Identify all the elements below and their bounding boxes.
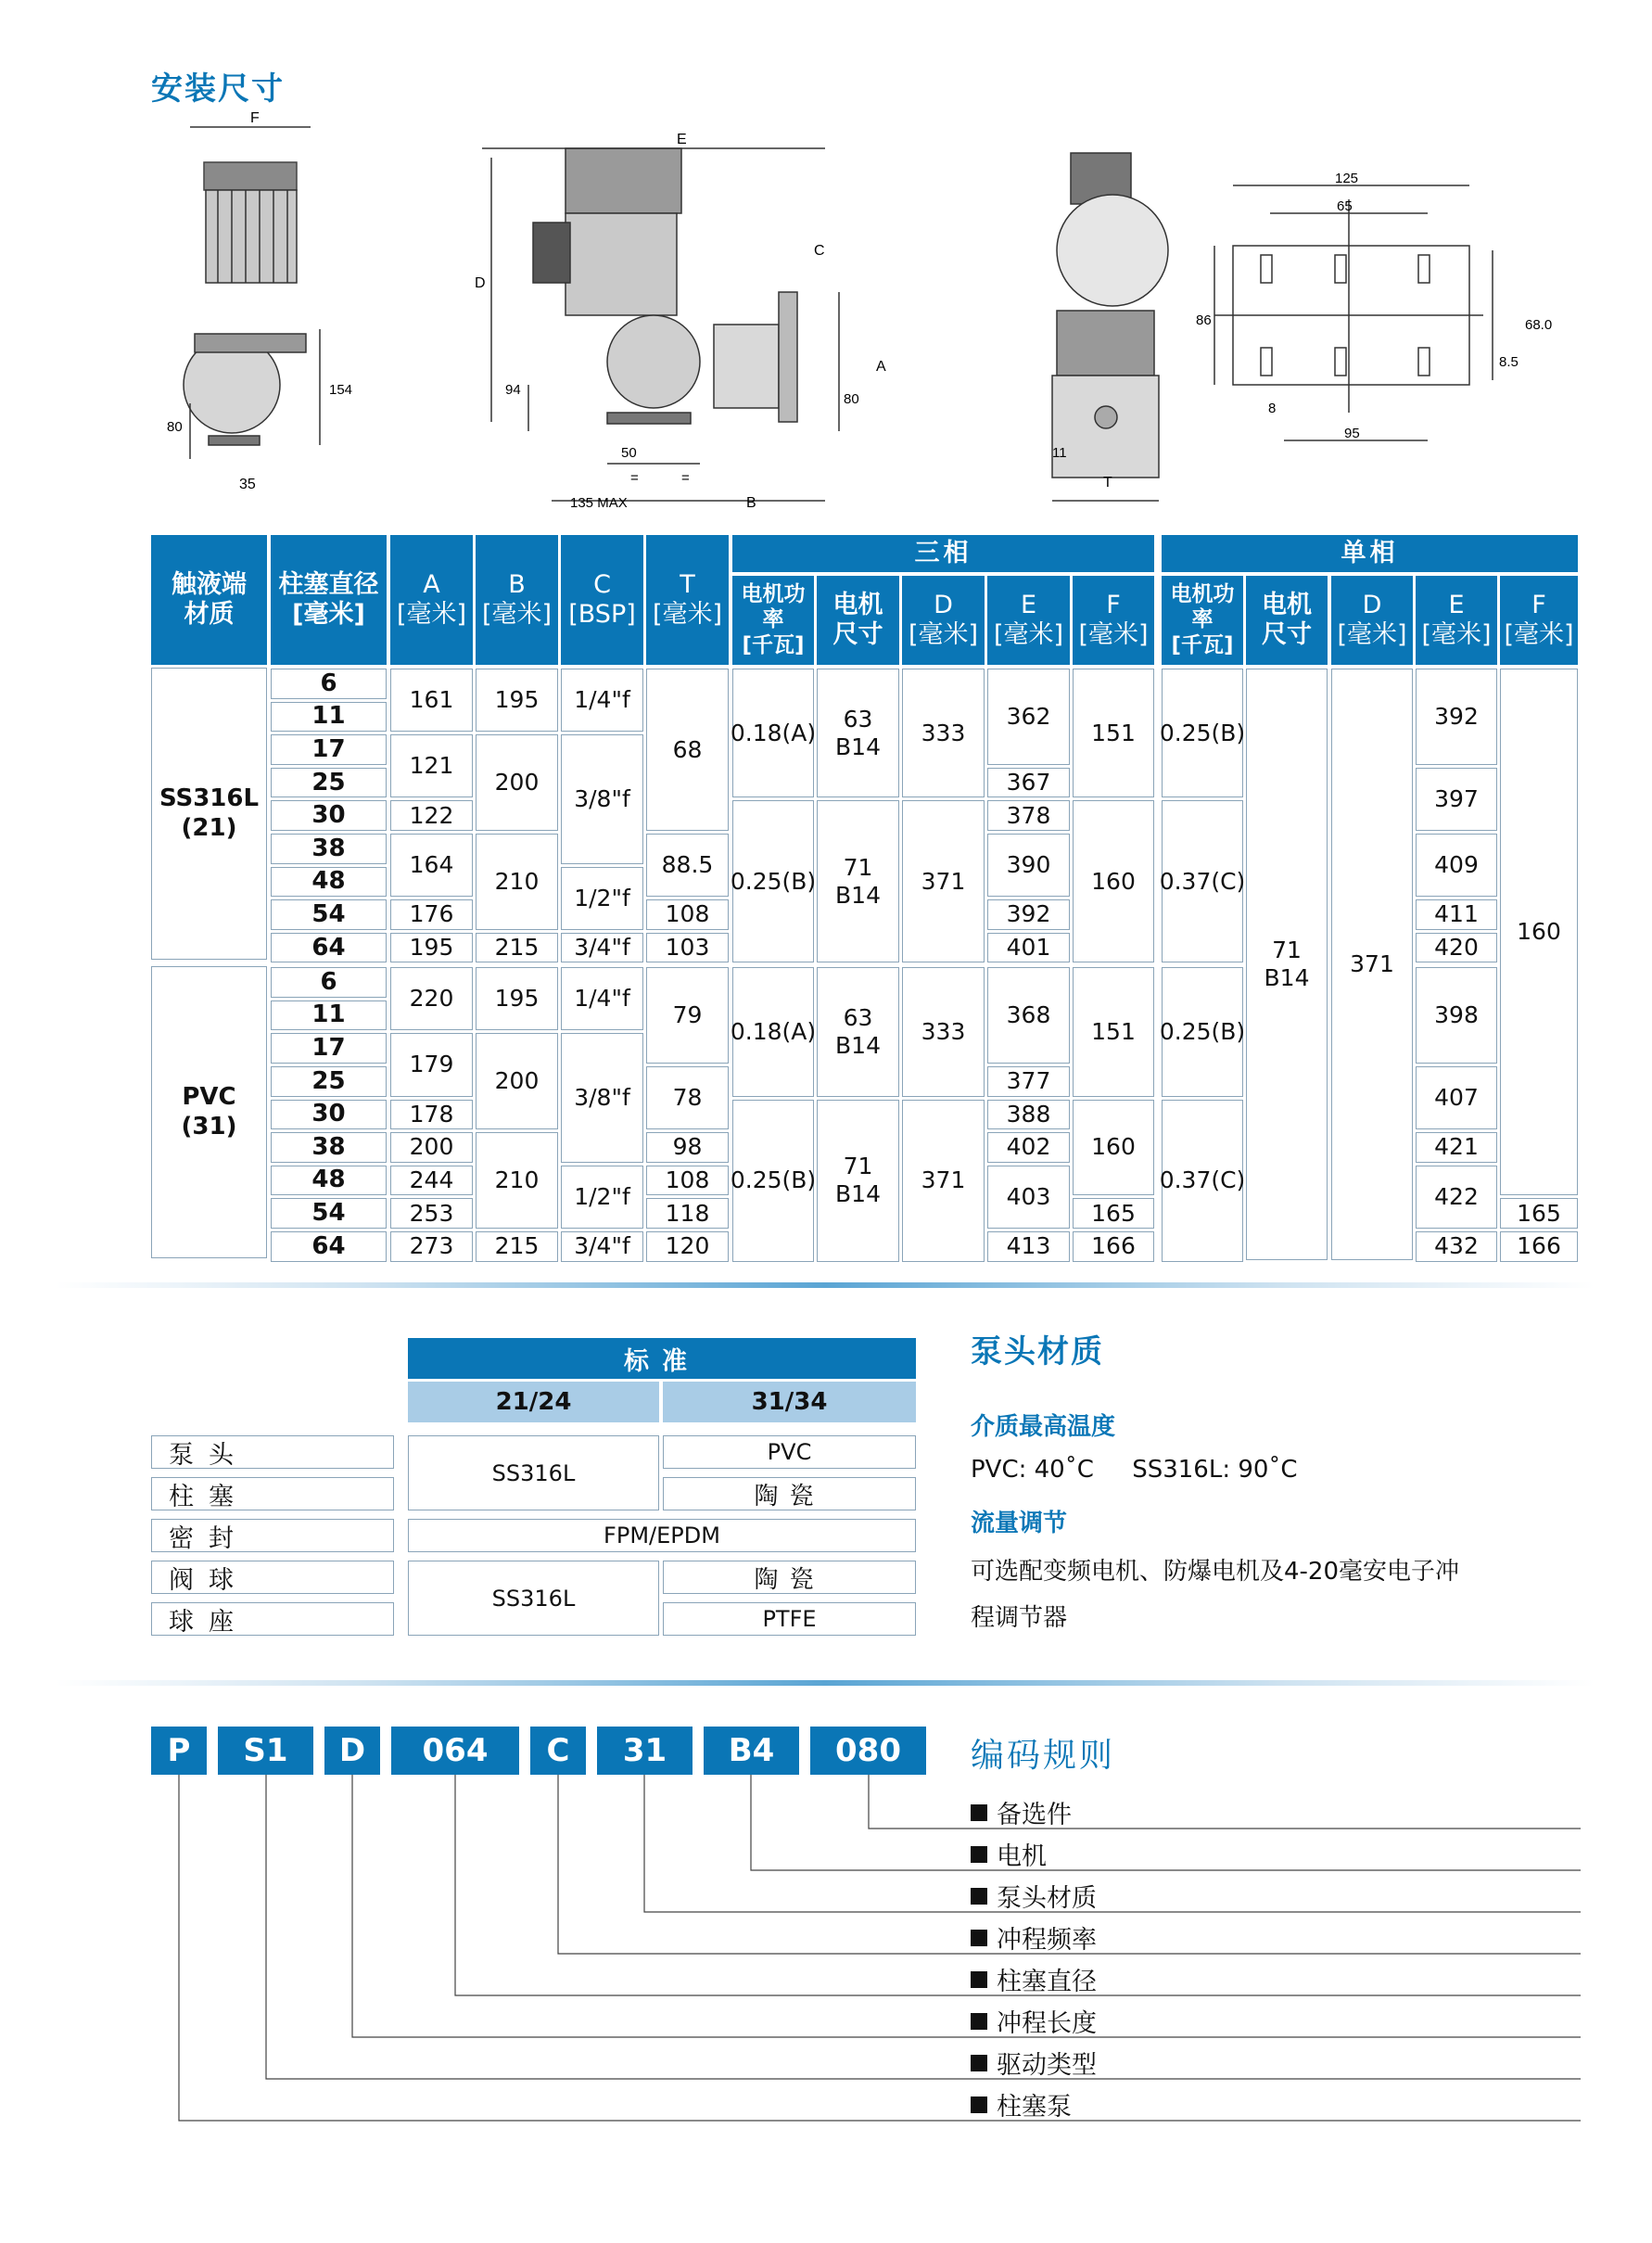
plunger-cell: 11 <box>271 702 387 733</box>
sp-power-cell: 0.37(C) <box>1162 1100 1243 1262</box>
code-label-options: 备选件 <box>971 1794 1072 1830</box>
tp-e-cell: 390 <box>987 834 1070 897</box>
bullet-icon <box>971 1804 987 1821</box>
flow-line-2: 程调节器 <box>971 1604 1068 1632</box>
mat-ss316l-1: SS316L <box>408 1435 659 1510</box>
sp-e-cell: 411 <box>1416 899 1497 930</box>
material-pvc: PVC (31) <box>151 966 267 1258</box>
dim-11-label: 11 <box>1052 445 1067 461</box>
dim-f-label: F <box>250 110 260 126</box>
plunger-cell: 6 <box>271 967 387 998</box>
code-box-b4: B4 <box>704 1727 799 1775</box>
temp-title: 介质最高温度 <box>971 1413 1116 1441</box>
c-cell: 3/4"f <box>561 933 643 963</box>
sp-e-cell: 422 <box>1416 1166 1497 1229</box>
plunger-cell: 17 <box>271 1033 387 1064</box>
sp-power-cell: 0.25(B) <box>1162 669 1243 797</box>
b-cell: 210 <box>476 1132 558 1229</box>
t-cell: 78 <box>646 1066 729 1129</box>
sp-e-cell: 420 <box>1416 933 1497 963</box>
tp-f-cell: 151 <box>1073 967 1154 1096</box>
tp-e-cell: 402 <box>987 1132 1070 1163</box>
code-label-head-material: 泵头材质 <box>971 1878 1097 1914</box>
t-cell: 118 <box>646 1198 729 1229</box>
dim-eq1-label: = <box>630 470 639 486</box>
material-ss316l: SS316L (21) <box>151 668 267 960</box>
sp-f-cell: 166 <box>1500 1231 1578 1262</box>
plunger-cell: 48 <box>271 1166 387 1196</box>
t-cell: 103 <box>646 933 729 963</box>
tp-e-cell: 388 <box>987 1100 1070 1130</box>
a-cell: 273 <box>390 1231 473 1262</box>
row-plunger: 柱塞 <box>151 1477 394 1510</box>
tp-d-cell: 371 <box>902 1100 985 1262</box>
dim-154-label: 154 <box>329 382 353 398</box>
dim-80-side-label: 80 <box>844 391 859 407</box>
divider <box>56 1282 1595 1288</box>
sp-e-cell: 397 <box>1416 768 1497 831</box>
plunger-cell: 6 <box>271 669 387 699</box>
header-sp-d: D [毫米] <box>1331 576 1413 665</box>
pump-head-title: 泵头材质 <box>971 1333 1104 1370</box>
bullet-icon <box>971 1846 987 1863</box>
dim-50-label: 50 <box>621 445 637 461</box>
tp-e-cell: 401 <box>987 933 1070 963</box>
header-sp-e: E [毫米] <box>1416 576 1497 665</box>
dim-80-front-label: 80 <box>167 419 183 435</box>
dim-8-label: 8 <box>1268 401 1277 416</box>
tp-f-cell: 165 <box>1073 1198 1154 1229</box>
header-material: 触液端 材质 <box>151 535 267 665</box>
plunger-cell: 25 <box>271 768 387 798</box>
header-sp-frame: 电机 尺寸 <box>1246 576 1328 665</box>
bullet-icon <box>971 2096 987 2113</box>
header-tp-d: D [毫米] <box>902 576 985 665</box>
plunger-cell: 64 <box>271 1231 387 1262</box>
plunger-cell: 25 <box>271 1066 387 1097</box>
sp-e-cell: 421 <box>1416 1132 1497 1163</box>
installation-drawings <box>139 107 1585 515</box>
c-cell: 1/4"f <box>561 669 643 732</box>
header-plunger: 柱塞直径 [毫米] <box>271 535 387 665</box>
tp-power-cell: 0.18(A) <box>732 669 814 797</box>
sp-f-cell: 165 <box>1500 1198 1578 1229</box>
dim-e-label: E <box>677 132 687 147</box>
c-cell: 1/2"f <box>561 867 643 930</box>
sp-frame-cell: 71 B14 <box>1246 669 1328 1260</box>
dim-135max-label: 135 MAX <box>570 495 628 511</box>
materials-col-31: 31/34 <box>663 1382 916 1422</box>
row-ball-seat: 球座 <box>151 1602 394 1636</box>
dim-94-label: 94 <box>505 382 521 398</box>
dim-68-label: 68.0 <box>1525 317 1553 333</box>
header-tp-power: 电机功率 [千瓦] <box>732 576 814 665</box>
b-cell: 195 <box>476 967 558 1030</box>
a-cell: 161 <box>390 669 473 732</box>
c-cell: 3/4"f <box>561 1231 643 1262</box>
page-title: 安装尺寸 <box>151 70 285 108</box>
dim-eq2-label: = <box>681 470 690 486</box>
materials-header: 标准 <box>408 1338 916 1379</box>
b-cell: 215 <box>476 933 558 963</box>
a-cell: 244 <box>390 1166 473 1196</box>
tp-e-cell: 403 <box>987 1166 1070 1229</box>
a-cell: 195 <box>390 933 473 963</box>
plunger-cell: 30 <box>271 1100 387 1130</box>
b-cell: 195 <box>476 669 558 732</box>
plunger-cell: 54 <box>271 899 387 930</box>
code-label-stroke-rate: 冲程频率 <box>971 1919 1097 1956</box>
flow-line-1: 可选配变频电机、防爆电机及4-20毫安电子冲 <box>971 1558 1460 1586</box>
tp-f-cell: 160 <box>1073 800 1154 962</box>
row-pump-head: 泵头 <box>151 1435 394 1469</box>
sp-e-cell: 392 <box>1416 669 1497 765</box>
a-cell: 121 <box>390 734 473 797</box>
tp-e-cell: 413 <box>987 1231 1070 1262</box>
header-tp-frame: 电机 尺寸 <box>817 576 899 665</box>
code-label-plunger-pump: 柱塞泵 <box>971 2086 1072 2122</box>
dim-125-label: 125 <box>1335 171 1359 186</box>
dim-d-label: D <box>475 275 486 291</box>
bullet-icon <box>971 2013 987 2030</box>
sp-e-cell: 398 <box>1416 967 1497 1064</box>
tp-power-cell: 0.25(B) <box>732 800 814 962</box>
code-label-motor: 电机 <box>971 1836 1047 1872</box>
code-box-080: 080 <box>810 1727 926 1775</box>
plunger-cell: 17 <box>271 734 387 765</box>
dim-35-label: 35 <box>239 477 256 492</box>
dim-95-label: 95 <box>1344 426 1360 441</box>
t-cell: 108 <box>646 1166 729 1196</box>
sp-e-cell: 409 <box>1416 834 1497 897</box>
code-box-s1: S1 <box>218 1727 313 1775</box>
row-seal: 密封 <box>151 1519 394 1552</box>
plunger-cell: 30 <box>271 800 387 831</box>
mat-ss316l-2: SS316L <box>408 1561 659 1636</box>
b-cell: 210 <box>476 834 558 930</box>
c-cell: 3/8"f <box>561 734 643 863</box>
mat-pvc: PVC <box>663 1435 916 1469</box>
sp-d-cell: 371 <box>1331 669 1413 1260</box>
code-title: 编码规则 <box>971 1737 1116 1775</box>
flow-title: 流量调节 <box>971 1510 1068 1537</box>
tp-d-cell: 333 <box>902 669 985 797</box>
dim-b-label: B <box>746 495 756 511</box>
materials-col-21: 21/24 <box>408 1382 659 1422</box>
dim-65-label: 65 <box>1337 198 1353 214</box>
header-single-phase: 单相 <box>1162 535 1578 572</box>
tp-d-cell: 371 <box>902 800 985 962</box>
tp-frame-cell: 63 B14 <box>817 669 899 797</box>
tp-e-cell: 377 <box>987 1066 1070 1097</box>
header-c: C [BSP] <box>561 535 643 665</box>
code-box-c: C <box>530 1727 586 1775</box>
sp-e-cell: 432 <box>1416 1231 1497 1262</box>
header-b: B [毫米] <box>476 535 558 665</box>
plunger-cell: 38 <box>271 1132 387 1163</box>
a-cell: 200 <box>390 1132 473 1163</box>
sp-power-cell: 0.25(B) <box>1162 967 1243 1096</box>
code-box-064: 064 <box>391 1727 519 1775</box>
tp-power-cell: 0.25(B) <box>732 1100 814 1262</box>
t-cell: 79 <box>646 967 729 1064</box>
dim-8-5-label: 8.5 <box>1499 354 1519 370</box>
header-tp-f: F [毫米] <box>1073 576 1154 665</box>
b-cell: 215 <box>476 1231 558 1262</box>
code-box-p: P <box>151 1727 207 1775</box>
c-cell: 1/4"f <box>561 967 643 1030</box>
t-cell: 120 <box>646 1231 729 1262</box>
tp-e-cell: 367 <box>987 768 1070 798</box>
sp-f-cell: 160 <box>1500 669 1578 1195</box>
t-cell: 88.5 <box>646 834 729 897</box>
b-cell: 200 <box>476 734 558 831</box>
dim-c-label: C <box>814 243 825 259</box>
plunger-cell: 54 <box>271 1198 387 1229</box>
bullet-icon <box>971 1888 987 1905</box>
a-cell: 179 <box>390 1033 473 1096</box>
tp-e-cell: 378 <box>987 800 1070 831</box>
tp-frame-cell: 71 B14 <box>817 1100 899 1262</box>
plunger-cell: 48 <box>271 867 387 898</box>
tp-frame-cell: 71 B14 <box>817 800 899 962</box>
tp-frame-cell: 63 B14 <box>817 967 899 1096</box>
tp-f-cell: 166 <box>1073 1231 1154 1262</box>
tp-d-cell: 333 <box>902 967 985 1096</box>
header-tp-e: E [毫米] <box>987 576 1070 665</box>
tp-e-cell: 368 <box>987 967 1070 1064</box>
bullet-icon <box>971 1930 987 1946</box>
code-box-31: 31 <box>597 1727 693 1775</box>
tp-e-cell: 392 <box>987 899 1070 930</box>
row-valve-ball: 阀球 <box>151 1561 394 1594</box>
a-cell: 122 <box>390 800 473 831</box>
a-cell: 178 <box>390 1100 473 1130</box>
code-connector-lines <box>0 1775 1652 2146</box>
header-a: A [毫米] <box>390 535 473 665</box>
plunger-cell: 64 <box>271 933 387 963</box>
mat-ceramic-1: 陶瓷 <box>663 1477 916 1510</box>
c-cell: 1/2"f <box>561 1166 643 1229</box>
plunger-cell: 38 <box>271 834 387 864</box>
tp-f-cell: 160 <box>1073 1100 1154 1196</box>
mat-fpm: FPM/EPDM <box>408 1519 916 1552</box>
tp-e-cell: 362 <box>987 669 1070 765</box>
header-three-phase: 三相 <box>732 535 1154 572</box>
a-cell: 253 <box>390 1198 473 1229</box>
temp-value: PVC: 40˚C SS316L: 90˚C <box>971 1456 1298 1484</box>
code-label-drive-type: 驱动类型 <box>971 2045 1097 2081</box>
mat-ptfe: PTFE <box>663 1602 916 1636</box>
t-cell: 98 <box>646 1132 729 1163</box>
a-cell: 220 <box>390 967 473 1030</box>
tp-f-cell: 151 <box>1073 669 1154 797</box>
sp-power-cell: 0.37(C) <box>1162 800 1243 962</box>
a-cell: 164 <box>390 834 473 897</box>
code-label-plunger-dia: 柱塞直径 <box>971 1961 1097 1997</box>
tp-power-cell: 0.18(A) <box>732 967 814 1096</box>
b-cell: 200 <box>476 1033 558 1129</box>
header-sp-power: 电机功率 [千瓦] <box>1162 576 1243 665</box>
dim-86-label: 86 <box>1196 312 1212 328</box>
bullet-icon <box>971 2055 987 2071</box>
dim-t-label: T <box>1103 475 1112 491</box>
c-cell: 3/8"f <box>561 1033 643 1162</box>
t-cell: 68 <box>646 669 729 831</box>
t-cell: 108 <box>646 899 729 930</box>
plunger-cell: 11 <box>271 1000 387 1031</box>
divider-2 <box>56 1680 1595 1686</box>
header-t: T [毫米] <box>646 535 729 665</box>
mat-ceramic-2: 陶瓷 <box>663 1561 916 1594</box>
a-cell: 176 <box>390 899 473 930</box>
code-box-d: D <box>324 1727 380 1775</box>
dim-a-label: A <box>876 359 886 375</box>
header-sp-f: F [毫米] <box>1500 576 1578 665</box>
bullet-icon <box>971 1971 987 1988</box>
sp-e-cell: 407 <box>1416 1066 1497 1129</box>
code-label-stroke-length: 冲程长度 <box>971 2003 1097 2039</box>
